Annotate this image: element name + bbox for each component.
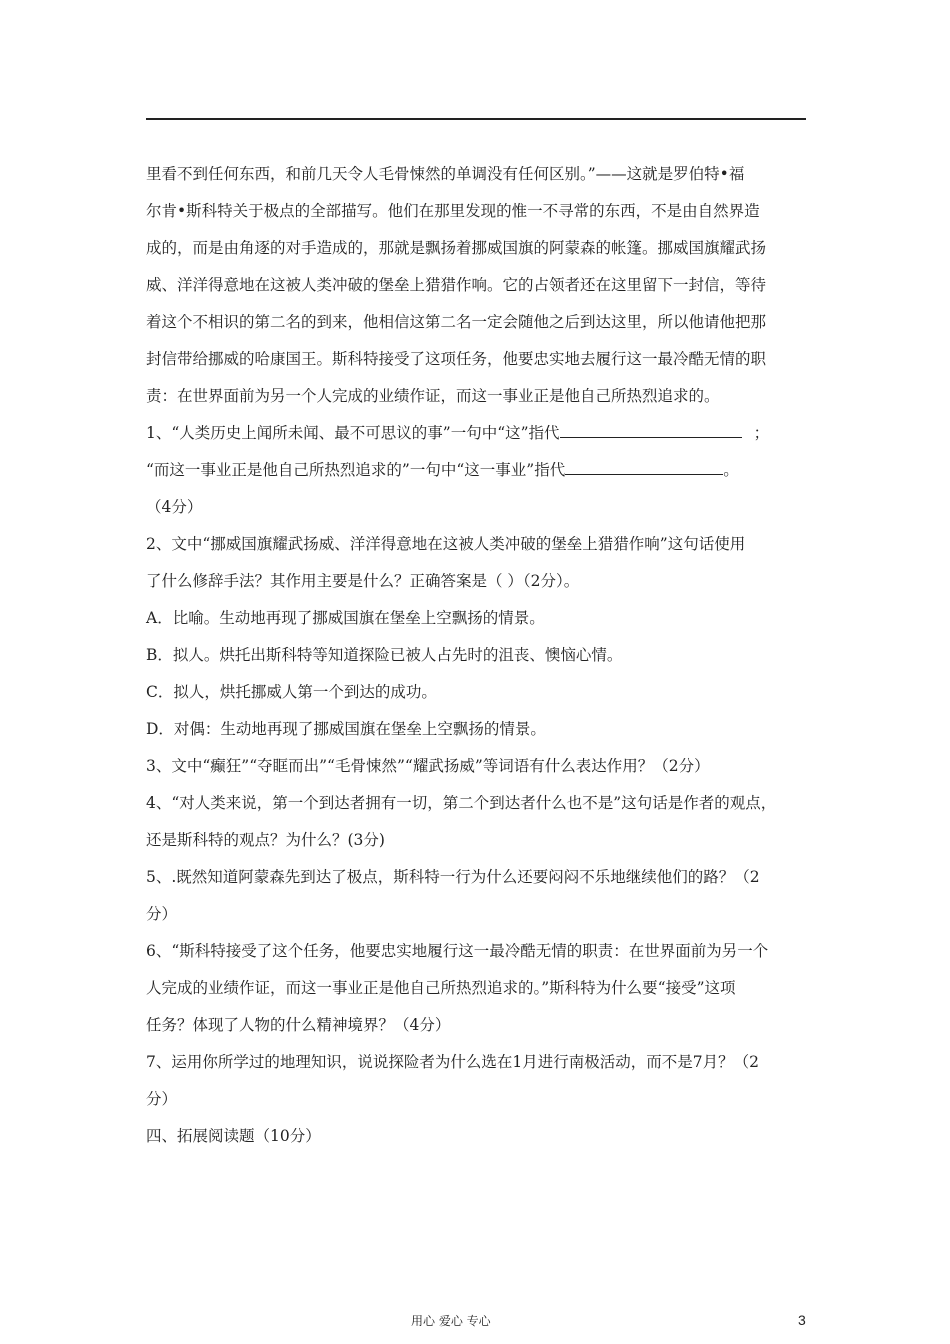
punctuation: ； bbox=[753, 424, 770, 442]
question-text: 任务？体现了人物的什么精神境界？（4分） bbox=[146, 1016, 451, 1034]
question-text: 5、.既然知道阿蒙森先到达了极点，斯科特一行为什么还要闷闷不乐地继续他们的路？（2 bbox=[146, 868, 760, 886]
answer-blank[interactable] bbox=[565, 458, 723, 475]
question-6 bbox=[146, 933, 812, 1044]
question-text: 分） bbox=[146, 1090, 178, 1108]
question-text: 人完成的业绩作证，而这一事业正是他自己所热烈追求的。”斯科特为什么要“接受”这项 bbox=[146, 979, 736, 997]
question-1 bbox=[146, 415, 812, 526]
question-text: 6、“斯科特接受了这个任务，他要忠实地履行这一最冷酷无情的职责：在世界面前为另一个 bbox=[146, 942, 769, 960]
footer-motto: 用心 爱心 专心 bbox=[411, 1314, 491, 1328]
document-body bbox=[146, 156, 812, 1155]
option-c: C．拟人，烘托挪威人第一个到达的成功。 bbox=[146, 683, 437, 701]
passage-line: 责：在世界面前为另一个人完成的业绩作证，而这一事业正是他自己所热烈追求的。 bbox=[146, 387, 720, 405]
option-b: B．拟人。烘托出斯科特等知道探险已被人占先时的沮丧、懊恼心情。 bbox=[146, 646, 623, 664]
question-5 bbox=[146, 859, 812, 933]
question-3: 3、文中“癫狂”“夺眶而出”“毛骨悚然”“耀武扬威”等词语有什么表达作用？（2分） bbox=[146, 757, 710, 775]
passage-line: 着这个不相识的第二名的到来，他相信这第二名一定会随他之后到达这里，所以他请他把那 bbox=[146, 313, 767, 331]
question-text: 分） bbox=[146, 905, 178, 923]
passage-line: 尔肯•斯科特关于极点的全部描写。他们在那里发现的惟一不寻常的东西，不是由自然界造 bbox=[146, 202, 760, 220]
question-text: 2、文中“挪威国旗耀武扬威、洋洋得意地在这被人类冲破的堡垒上猎猎作响”这句话使用 bbox=[146, 535, 746, 553]
option-d: D．对偶：生动地再现了挪威国旗在堡垒上空飘扬的情景。 bbox=[146, 720, 546, 738]
option-a: A．比喻。生动地再现了挪威国旗在堡垒上空飘扬的情景。 bbox=[146, 609, 545, 627]
passage-line: 成的，而是由角逐的对手造成的，那就是飘扬着挪威国旗的阿蒙森的帐篷。挪威国旗耀武扬 bbox=[146, 239, 767, 257]
question-text: 了什么修辞手法？其作用主要是什么？正确答案是（ ）（2分）。 bbox=[146, 572, 580, 590]
passage-line: 里看不到任何东西，和前几天令人毛骨悚然的单调没有任何区别。”——这就是罗伯特•福 bbox=[146, 165, 745, 183]
question-4 bbox=[146, 785, 812, 859]
question-2 bbox=[146, 526, 812, 748]
passage-line: 威、洋洋得意地在这被人类冲破的堡垒上猎猎作响。它的占领者还在这里留下一封信，等待 bbox=[146, 276, 767, 294]
header-rule bbox=[146, 118, 806, 120]
question-text: 1、“人类历史上闻所未闻、最不可思议的事”一句中“这”指代 bbox=[146, 424, 560, 442]
page-number: 3 bbox=[798, 1312, 806, 1328]
question-text: 7、运用你所学过的地理知识，说说探险者为什么选在1月进行南极活动，而不是7月？（2 bbox=[146, 1053, 759, 1071]
passage-line: 封信带给挪威的哈康国王。斯科特接受了这项任务，他要忠实地去履行这一最冷酷无情的职 bbox=[146, 350, 767, 368]
score-note: （4分） bbox=[146, 498, 203, 516]
punctuation: 。 bbox=[723, 461, 739, 479]
question-text: 还是斯科特的观点？为什么？(3分) bbox=[146, 831, 385, 849]
question-text: 4、“对人类来说，第一个到达者拥有一切，第二个到达者什么也不是”这句话是作者的观点， bbox=[146, 794, 777, 812]
section-heading: 四、拓展阅读题（10分） bbox=[146, 1127, 321, 1145]
passage bbox=[146, 156, 812, 415]
question-text: “而这一事业正是他自己所热烈追求的”一句中“这一事业”指代 bbox=[146, 461, 566, 479]
answer-blank[interactable] bbox=[560, 421, 742, 438]
page-footer bbox=[0, 1312, 950, 1332]
question-7 bbox=[146, 1044, 812, 1118]
